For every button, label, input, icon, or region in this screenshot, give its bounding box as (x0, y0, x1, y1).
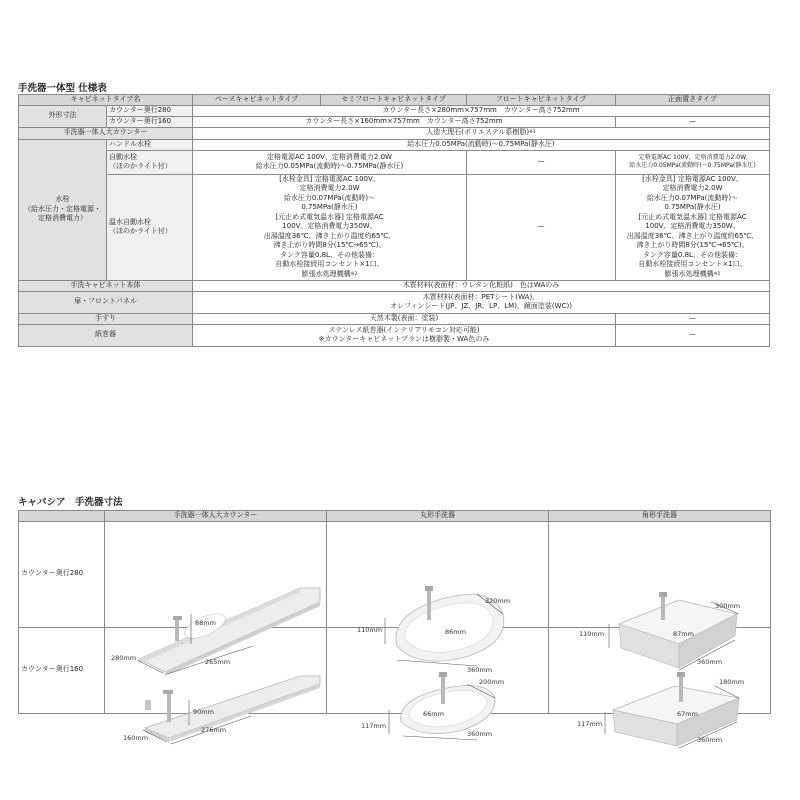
cabinet-label: 手洗キャビネット本体 (19, 280, 193, 291)
auto-value-line: 給水圧力0.05MPa(流動時)～0.75MPa(静水圧) (255, 162, 404, 170)
header-front: 正面置きタイプ (616, 95, 770, 106)
auto-row (19, 150, 770, 174)
paper-value (193, 324, 616, 346)
auto-label-line: （ほのかライト付） (109, 162, 172, 170)
square-280-height: 110mm (579, 630, 605, 638)
faucet-group-label (19, 139, 107, 280)
handrail-value: 天然木製(表面：塗装) (193, 313, 616, 324)
dim-row-value: カウンター長さ×160mm×757mm カウンター高さ752mm (193, 116, 616, 127)
dim-row-160 (19, 116, 770, 127)
dims-header-round: 丸形手洗器 (327, 511, 549, 522)
warm-note: ※2 (350, 271, 358, 277)
warm-dash: — (467, 174, 616, 280)
warm-value-line (195, 270, 464, 280)
round-280-depth: 320mm (485, 597, 511, 605)
counter-160-depth: 160mm (123, 734, 149, 742)
counter-280-cell (105, 521, 327, 666)
warm-front-line: 100V、定格消費電力350W、 (645, 222, 740, 231)
dims-header-square: 角形手洗器 (549, 511, 771, 522)
round-160-width: 360mm (467, 730, 493, 738)
warm-value-line: 沸き上がり時間8分(15℃→65℃)、 (273, 241, 386, 250)
door-row (19, 291, 770, 313)
header-float: フロートキャビネットタイプ (467, 95, 616, 106)
dims-table (18, 510, 771, 744)
square-280-width: 360mm (697, 658, 723, 666)
faucet-group-line: 定格消費電力） (38, 214, 87, 223)
dims-title: キャパシア 手洗器寸法 (18, 497, 123, 508)
warm-front-line: 沸き上がり時間8分(15℃→65℃)、 (636, 241, 749, 250)
dims-header-blank (19, 511, 105, 522)
warm-row (19, 174, 770, 280)
counter-280-setback: 88mm (195, 619, 216, 627)
handrail-front: — (616, 313, 770, 324)
warm-value-line: [元止め式電気温水器] 定格電源AC (275, 212, 384, 221)
warm-front-line: タンク容量0.8L、その他装備： (643, 250, 742, 259)
cabinet-value: 木質材料(表面材：ウレタン化粧紙) 色はWAのみ (193, 280, 770, 291)
counter-160-setback: 90mm (193, 708, 214, 716)
dim-row-value: カウンター長さ×280mm×757mm カウンター高さ752mm (193, 105, 770, 116)
dim-row-280 (19, 105, 770, 116)
warm-value-line: 定格消費電力2.0W (299, 184, 360, 193)
round-160-depth: 200mm (479, 678, 505, 686)
cabinet-row (19, 280, 770, 291)
door-value-line: 木質材料(表面材：PETシート(WA)、 (422, 292, 540, 301)
counter-value-text: 人造大理石(ポリエステル系樹脂) (426, 128, 530, 137)
dim-row-front: — (616, 116, 770, 127)
round-280-height: 110mm (357, 626, 383, 634)
square-160-height: 117mm (577, 720, 603, 728)
warm-value-line: 0.75MPa(静水圧) (301, 203, 358, 212)
square-280-cell (549, 521, 771, 666)
auto-front (616, 150, 770, 174)
dim-row-label: カウンター奥行160 (107, 116, 193, 127)
square-280-depth: 300mm (715, 602, 741, 610)
warm-label-line: （ほのかライト付） (109, 227, 172, 235)
square-160-depth: 180mm (719, 678, 745, 686)
door-label: 扉・フロントパネル (19, 291, 193, 313)
auto-front-line: 給水圧力0.05MPa(流動時)～0.75MPa(静水圧) (629, 162, 756, 169)
auto-front-line: 定格電源AC 100V、定格消費電力2.0W (638, 154, 747, 161)
warm-front-line: 給水圧力0.07MPa(流動時)～ (646, 193, 739, 202)
counter-160-bowl-width: 276mm (201, 726, 227, 734)
paper-front: — (616, 324, 770, 346)
warm-value (193, 174, 467, 280)
dim-label: 外形寸法 (19, 105, 107, 127)
warm-value-text: 膨張水処理機構 (301, 269, 351, 278)
paper-value-line: ステンレス紙巻器(インテリアリモコン対応可能) (328, 325, 480, 334)
round-280-cell (327, 521, 549, 674)
warm-front-line: 0.75MPa(静水圧) (664, 203, 721, 212)
warm-value-line: 出湯温度36℃、沸き上がり温度約65℃、 (263, 231, 396, 240)
header-base: ベースキャビネットタイプ (193, 95, 321, 106)
auto-value (193, 150, 467, 174)
round-280-width: 360mm (467, 666, 493, 674)
paper-label: 紙巻器 (19, 324, 193, 346)
counter-row (19, 127, 770, 139)
dim-row-label: カウンター奥行280 (107, 105, 193, 116)
auto-label-line: 自動水栓 (109, 152, 137, 161)
warm-front (616, 174, 770, 280)
dims-row-280 (19, 521, 771, 627)
square-160-width: 360mm (697, 736, 723, 744)
warm-value-line: タンク容量0.8L、その他装備： (280, 250, 379, 259)
warm-value-line: [水栓金具] 定格電源AC 100V、 (279, 174, 380, 183)
warm-value-line: 100V、定格消費電力350W、 (282, 222, 377, 231)
counter-label: 手洗器一体人大カウンター (19, 127, 193, 139)
warm-front-line (618, 270, 767, 280)
warm-front-line: 定格消費電力2.0W (662, 184, 723, 193)
round-280-setback: 86mm (445, 628, 466, 636)
spec-title: 手洗器一体型 仕様表 (18, 83, 107, 94)
warm-label (107, 174, 193, 280)
warm-front-line: [水栓金具] 定格電源AC 100V、 (642, 174, 743, 183)
handrail-label: 手すり (19, 313, 193, 324)
auto-dash: — (467, 150, 616, 174)
faucet-group-line: 水栓 (55, 195, 70, 204)
counter-value (193, 127, 770, 139)
auto-label (107, 150, 193, 174)
round-160-height: 117mm (361, 722, 387, 730)
handle-row (19, 139, 770, 150)
handle-label: ハンドル水栓 (107, 139, 193, 150)
square-280-setback: 87mm (673, 630, 694, 638)
dims-header-row (19, 511, 771, 522)
faucet-group-line: （給水圧力・定格電源・ (24, 204, 101, 213)
warm-front-text: 膨張水処理機構 (664, 269, 714, 278)
handrail-row (19, 313, 770, 324)
door-value (193, 291, 770, 313)
warm-front-note: ※2 (713, 271, 721, 277)
counter-280-bowl-width: 265mm (205, 658, 231, 666)
warm-front-line: [元止め式電気温水器] 定格電源AC (638, 212, 747, 221)
dims-header-counter: 手洗器一体人大カウンター (105, 511, 327, 522)
counter-note: ※1 (529, 130, 536, 136)
round-160-setback: 66mm (423, 710, 444, 718)
counter-280-depth: 280mm (111, 654, 137, 662)
warm-front-line: 自動水栓接続用コンセント×1口、 (638, 260, 747, 269)
auto-value-line: 定格電源AC 100V、定格消費電力2.0W (267, 152, 392, 161)
spec-table (18, 94, 770, 347)
spec-header-row (19, 95, 770, 106)
door-value-line: オレフィンシート(JP、JZ、JR、LP、LM)、鏡面塗装(WC)) (390, 302, 572, 310)
warm-front-line: 出湯温度36℃、沸き上がり温度約65℃、 (626, 231, 759, 240)
paper-row (19, 324, 770, 346)
dims-row-label: カウンター奥行280 (19, 521, 105, 627)
square-160-setback: 67mm (677, 710, 698, 718)
handle-value: 給水圧力0.05MPa(流動時)～0.75MPa(静水圧) (193, 139, 770, 150)
paper-value-line: ※カウンターキャビネットプランは樹脂製・WA色のみ (318, 335, 490, 343)
warm-label-line: 温水自動水栓 (109, 217, 151, 226)
warm-value-line: 給水圧力0.07MPa(流動時)～ (283, 193, 376, 202)
header-cabinet-type: キャビネットタイプ名 (19, 95, 193, 106)
warm-value-line: 自動水栓接続用コンセント×1口、 (275, 260, 384, 269)
header-semifloat: セミフロートキャビネットタイプ (321, 95, 467, 106)
square-280-drawing (549, 574, 769, 678)
dims-row-label: カウンター奥行160 (19, 627, 105, 713)
